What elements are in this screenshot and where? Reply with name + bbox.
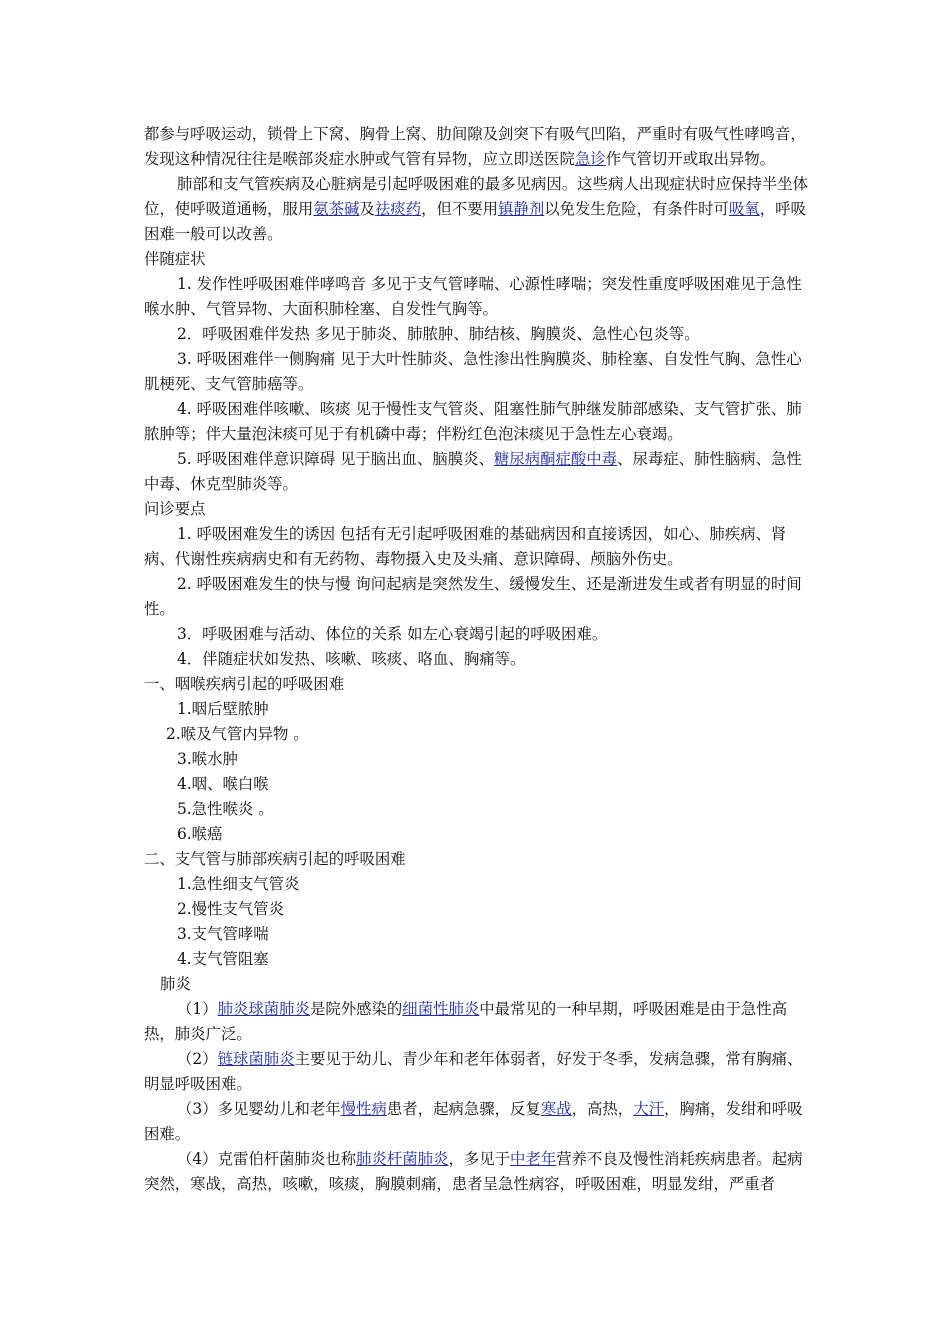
text-run: 3. 呼吸困难伴一侧胸痛 见于大叶性肺炎、急性渗出性胸膜炎、肺栓塞、自发性气胸、急性心肌梗死、支气管肺癌等。 xyxy=(144,350,802,393)
text-run: 都参与呼吸运动，锁骨上下窝、胸骨上窝、肋间隙及剑突下有吸气凹陷，严重时有吸气性哮鸣音，发现这种情况往往是喉部炎症水肿或气管有异物，应立即送医院 xyxy=(144,125,806,168)
term-link[interactable]: 寒战 xyxy=(540,1100,572,1118)
document-page xyxy=(144,122,810,1197)
inquiry-item-2: 2. 呼吸困难发生的快与慢 询问起病是突然发生、缓慢发生、还是渐进发生或者有明显的时间性。 xyxy=(144,575,802,618)
term-link[interactable]: 急诊 xyxy=(574,150,606,168)
term-link[interactable]: 糖尿病酮症酸中毒 xyxy=(493,450,618,468)
throat-item-2: 2.喉及气管内异物 。 xyxy=(166,725,309,743)
text-run: 患者，起病急骤，反复 xyxy=(386,1100,541,1118)
throat-item-3: 3.喉水肿 xyxy=(177,750,238,768)
heading-lung: 二、支气管与肺部疾病引起的呼吸困难 xyxy=(144,850,406,868)
term-link[interactable]: 肺炎球菌肺炎 xyxy=(217,1000,310,1018)
throat-item-4: 4.咽、喉白喉 xyxy=(177,775,269,793)
term-link[interactable]: 氨茶碱 xyxy=(313,200,360,218)
term-link[interactable]: 细菌性肺炎 xyxy=(402,1000,480,1018)
text-run: （4）克雷伯杆菌肺炎也称 xyxy=(177,1150,357,1168)
text-run: 、尿毒症、肺性脑病、急性中毒、休克型肺炎等。 xyxy=(144,450,802,493)
term-link[interactable]: 吸氧 xyxy=(728,200,760,218)
paragraph-causes xyxy=(144,172,810,247)
term-link[interactable]: 中老年 xyxy=(510,1150,557,1168)
lung-item-3: 3.支气管哮喘 xyxy=(177,925,269,943)
symptom-item-1 xyxy=(144,272,810,322)
text-run: ，胸痛，发绀和呼吸困难。 xyxy=(144,1100,803,1143)
text-run: ，高热， xyxy=(571,1100,634,1118)
symptom-item-5 xyxy=(144,447,810,497)
text-run: 主要见于幼儿、青少年和老年体弱者，好发于冬季，发病急骤，常有胸痛、明显呼吸困难。 xyxy=(144,1050,803,1093)
text-run: ，呼吸困难一般可以改善。 xyxy=(144,200,806,243)
text-run: ，多见于 xyxy=(448,1150,511,1168)
symptom-item-2 xyxy=(144,322,810,347)
heading-throat: 一、咽喉疾病引起的呼吸困难 xyxy=(144,675,345,693)
text-run: （2） xyxy=(177,1050,218,1068)
term-link[interactable]: 慢性病 xyxy=(340,1100,387,1118)
paragraph-intro xyxy=(144,122,810,172)
heading-symptoms: 伴随症状 xyxy=(144,250,206,268)
text-run: 及 xyxy=(359,200,375,218)
pneumonia-item-1 xyxy=(144,997,810,1047)
inquiry-item-1: 1. 呼吸困难发生的诱因 包括有无引起呼吸困难的基础病因和直接诱因，如心、肺疾病、肾病、代谢性疾病病史和有无药物、毒物摄入史及头痛、意识障碍、颅脑外伤史。 xyxy=(144,525,787,568)
inquiry-item-4: 4．伴随症状如发热、咳嗽、咳痰、咯血、胸痛等。 xyxy=(177,650,526,668)
text-run: 中最常见的一种早期，呼吸困难是由于急性高热，肺炎广泛。 xyxy=(144,1000,788,1043)
lung-item-2: 2.慢性支气管炎 xyxy=(177,900,285,918)
lung-item-4: 4.支气管阻塞 xyxy=(177,950,269,968)
pneumonia-item-2 xyxy=(144,1047,810,1097)
inquiry-item-3: 3．呼吸困难与活动、体位的关系 如左心衰竭引起的呼吸困难。 xyxy=(177,625,608,643)
term-link[interactable]: 祛痰药 xyxy=(374,200,422,218)
text-run: 4. 呼吸困难伴咳嗽、咳痰 见于慢性支气管炎、阻塞性肺气肿继发肺部感染、支气管扩张、肺脓肿等；伴大量泡沫痰可见于有机磷中毒；伴粉红色泡沫痰见于急性左心衰竭。 xyxy=(144,400,802,443)
heading-pneumonia: 肺炎 xyxy=(160,975,191,993)
throat-item-6: 6.喉癌 xyxy=(177,825,223,843)
term-link[interactable]: 镇静剂 xyxy=(498,200,545,218)
lung-item-1: 1.急性细支气管炎 xyxy=(177,875,300,893)
text-run: 肺部和支气管疾病及心脏病是引起呼吸困难的最多见病因。这些病人出现症状时应保持半坐体位，使呼吸道通畅，服用 xyxy=(144,175,809,218)
term-link[interactable]: 大汗 xyxy=(633,1100,664,1118)
symptom-item-3 xyxy=(144,347,810,397)
pneumonia-item-3 xyxy=(144,1097,810,1147)
text-run: 以免发生危险，有条件时可 xyxy=(544,200,729,218)
throat-item-5: 5.急性喉炎 。 xyxy=(177,800,274,818)
text-run: 2．呼吸困难伴发热 多见于肺炎、肺脓肿、肺结核、胸膜炎、急性心包炎等。 xyxy=(177,325,700,343)
text-run: 1. 发作性呼吸困难伴哮鸣音 多见于支气管哮喘、心源性哮喘；突发性重度呼吸困难见于急性喉水肿、气管异物、大面积肺栓塞、自发性气胸等。 xyxy=(144,275,802,318)
text-run: 作气管切开或取出异物。 xyxy=(605,150,776,168)
term-link[interactable]: 链球菌肺炎 xyxy=(217,1050,295,1068)
throat-item-1: 1.咽后壁脓肿 xyxy=(177,700,269,718)
term-link[interactable]: 肺炎杆菌肺炎 xyxy=(356,1150,449,1168)
text-run: ，但不要用 xyxy=(421,200,499,218)
text-run: （3）多见婴幼儿和老年 xyxy=(177,1100,341,1118)
text-run: 营养不良及慢性消耗疾病患者。起病突然，寒战，高热，咳嗽，咳痰，胸膜刺痛，患者呈急性病容，呼吸困难，明显发绀，严重者 xyxy=(144,1150,803,1193)
text-run: （1） xyxy=(177,1000,218,1018)
text-run: 5. 呼吸困难伴意识障碍 见于脑出血、脑膜炎、 xyxy=(177,450,494,468)
pneumonia-item-4 xyxy=(144,1147,810,1197)
symptom-item-4 xyxy=(144,397,810,447)
heading-inquiry: 问诊要点 xyxy=(144,500,206,518)
text-run: 是院外感染的 xyxy=(309,1000,403,1018)
